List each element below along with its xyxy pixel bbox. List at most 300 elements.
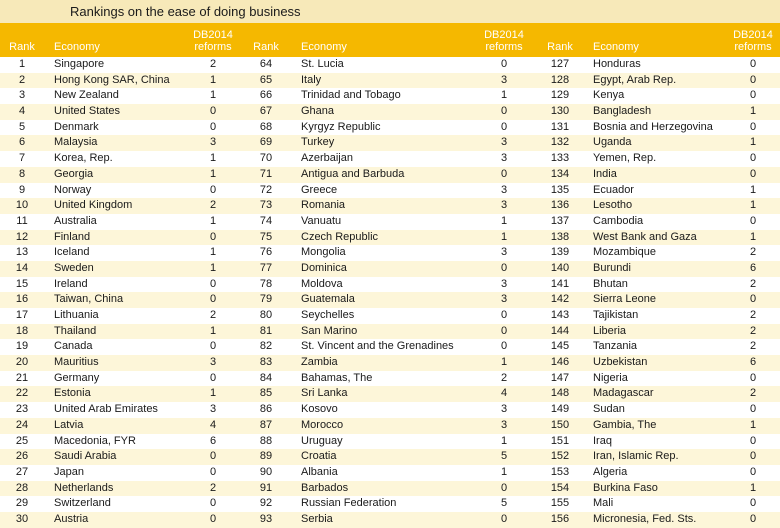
reforms-cell: 2 (749, 387, 757, 400)
rank-cell: 128 (550, 73, 570, 86)
economy-cell: Uzbekistan (593, 356, 648, 369)
reforms-cell: 1 (500, 434, 508, 447)
reforms-cell: 1 (209, 324, 217, 337)
table-row (246, 496, 536, 512)
column-header-band (246, 23, 536, 57)
rank-cell: 149 (550, 403, 570, 416)
reforms-cell: 0 (749, 152, 757, 165)
economy-cell: Macedonia, FYR (54, 434, 136, 447)
reforms-cell: 0 (500, 120, 508, 133)
reforms-cell: 3 (500, 246, 508, 259)
reforms-cell: 3 (500, 183, 508, 196)
economy-cell: Georgia (54, 167, 94, 180)
reforms-cell: 6 (749, 261, 757, 274)
table-row (246, 73, 536, 89)
reforms-cell: 0 (749, 120, 757, 133)
table-row (0, 324, 246, 340)
reforms-cell: 3 (209, 403, 217, 416)
rank-cell: 78 (259, 277, 273, 290)
table-row (536, 120, 780, 136)
reforms-cell: 0 (500, 481, 508, 494)
economy-cell: Finland (54, 230, 91, 243)
table-row (246, 512, 536, 528)
table-row (0, 386, 246, 402)
reforms-cell: 6 (209, 434, 217, 447)
table-row (536, 245, 780, 261)
table-row (246, 88, 536, 104)
economy-cell: New Zealand (54, 89, 119, 102)
table-row (246, 214, 536, 230)
rank-cell: 25 (15, 434, 29, 447)
table-row (0, 120, 246, 136)
table-row (536, 386, 780, 402)
reforms-cell: 0 (209, 183, 217, 196)
table-row (536, 371, 780, 387)
table-row (246, 261, 536, 277)
table-row (536, 308, 780, 324)
table-row (0, 481, 246, 497)
table-row (536, 135, 780, 151)
rank-cell: 83 (259, 356, 273, 369)
table-row (536, 324, 780, 340)
economy-cell: Nigeria (593, 371, 628, 384)
table-row (536, 73, 780, 89)
rank-cell: 136 (550, 199, 570, 212)
economy-cell: Kyrgyz Republic (301, 120, 381, 133)
rank-cell: 28 (15, 481, 29, 494)
rank-cell: 72 (259, 183, 273, 196)
rank-cell: 93 (259, 512, 273, 525)
reforms-cell: 2 (749, 309, 757, 321)
table-row (536, 104, 780, 120)
table-row (246, 151, 536, 167)
rank-cell: 66 (259, 89, 273, 102)
table-row (246, 245, 536, 261)
table-row (0, 465, 246, 481)
economy-cell: Gambia, The (593, 418, 657, 431)
reforms-cell: 0 (500, 58, 508, 70)
economy-cell: St. Vincent and the Grenadines (301, 340, 454, 353)
rank-cell: 85 (259, 387, 273, 400)
table-row (0, 277, 246, 293)
economy-cell: Uganda (593, 136, 632, 149)
table-row (536, 355, 780, 371)
rank-cell: 139 (550, 246, 570, 259)
reforms-cell: 1 (749, 230, 757, 243)
economy-cell: Cambodia (593, 214, 644, 227)
economy-cell: Ghana (301, 105, 335, 118)
rank-header: Rank (9, 41, 35, 53)
rank-cell: 68 (259, 120, 273, 133)
economy-cell: Estonia (54, 387, 91, 400)
reforms-cell: 0 (209, 105, 217, 118)
column-header-band (536, 23, 780, 57)
reforms-cell: 6 (749, 356, 757, 369)
economy-cell: Korea, Rep. (54, 152, 113, 165)
rank-cell: 11 (16, 214, 28, 227)
table-row (246, 104, 536, 120)
economy-header: Economy (301, 41, 347, 53)
reforms-cell: 3 (500, 136, 508, 149)
economy-cell: Barbados (301, 481, 349, 494)
rank-cell: 81 (259, 324, 273, 337)
rank-cell: 16 (15, 293, 29, 306)
reforms-cell: 3 (500, 293, 508, 306)
economy-cell: Yemen, Rep. (593, 152, 657, 165)
table-row (536, 481, 780, 497)
economy-cell: Dominica (301, 261, 347, 274)
rank-cell: 70 (259, 152, 273, 165)
economy-cell: Canada (54, 340, 93, 353)
table-row (0, 183, 246, 199)
row-list (536, 57, 780, 528)
economy-cell: Ireland (54, 277, 88, 290)
rank-cell: 12 (15, 230, 29, 243)
reforms-cell: 3 (209, 356, 217, 369)
rank-cell: 138 (550, 230, 570, 243)
table-row (0, 135, 246, 151)
rank-cell: 91 (259, 481, 273, 494)
economy-cell: Antigua and Barbuda (301, 167, 405, 180)
reforms-cell: 0 (209, 512, 217, 525)
table-row (246, 355, 536, 371)
table-row (536, 261, 780, 277)
ranking-block-2 (246, 23, 536, 526)
reforms-cell: 1 (209, 152, 217, 165)
table-row (536, 214, 780, 230)
reforms-cell: 0 (209, 230, 217, 243)
rank-cell: 20 (15, 356, 29, 369)
table-row (536, 292, 780, 308)
rank-cell: 140 (550, 261, 570, 274)
reforms-cell: 0 (749, 434, 757, 447)
reforms-header: DB2014 reforms (193, 29, 233, 53)
rank-cell: 152 (550, 450, 570, 463)
table-row (0, 512, 246, 528)
rank-cell: 151 (550, 434, 570, 447)
economy-cell: Romania (301, 199, 346, 212)
rank-cell: 24 (15, 418, 29, 431)
rank-cell: 137 (550, 214, 570, 227)
economy-cell: Saudi Arabia (54, 450, 117, 463)
table-row (246, 277, 536, 293)
rank-cell: 29 (15, 497, 29, 510)
reforms-cell: 0 (749, 403, 757, 416)
economy-cell: Guatemala (301, 293, 355, 306)
economy-cell: Sweden (54, 261, 94, 274)
reforms-cell: 0 (749, 73, 757, 86)
reforms-cell: 2 (749, 246, 757, 259)
economy-cell: Tanzania (593, 340, 638, 353)
economy-cell: Sierra Leone (593, 293, 656, 306)
economy-cell: Vanuatu (301, 214, 342, 227)
table-row (0, 339, 246, 355)
table-row (0, 151, 246, 167)
economy-cell: San Marino (301, 324, 358, 337)
rank-cell: 142 (550, 293, 570, 306)
rank-cell: 2 (18, 73, 26, 86)
economy-header: Economy (593, 41, 639, 53)
rank-header: Rank (253, 41, 279, 53)
rank-cell: 71 (259, 167, 273, 180)
economy-cell: Kenya (593, 89, 625, 102)
reforms-header: DB2014 reforms (733, 29, 773, 53)
table-row (536, 183, 780, 199)
economy-cell: Lesotho (593, 199, 633, 212)
rank-cell: 73 (259, 199, 273, 212)
table-row (246, 308, 536, 324)
economy-cell: Latvia (54, 418, 84, 431)
reforms-cell: 3 (500, 199, 508, 212)
economy-cell: Denmark (54, 120, 99, 133)
column-header-band (0, 23, 246, 57)
table-row (246, 371, 536, 387)
rank-cell: 10 (15, 199, 29, 212)
economy-cell: Burundi (593, 261, 631, 274)
table-row (536, 434, 780, 450)
economy-cell: Netherlands (54, 481, 114, 494)
reforms-cell: 3 (500, 152, 508, 165)
rank-cell: 156 (550, 512, 570, 525)
table-row (0, 292, 246, 308)
economy-cell: Bosnia and Herzegovina (593, 120, 713, 133)
reforms-cell: 3 (209, 136, 217, 149)
economy-cell: Italy (301, 73, 322, 86)
economy-cell: Thailand (54, 324, 97, 337)
rank-cell: 74 (259, 214, 273, 227)
rank-cell: 88 (259, 434, 273, 447)
economy-cell: Mozambique (593, 246, 656, 259)
economy-cell: Burkina Faso (593, 481, 658, 494)
reforms-cell: 0 (500, 261, 508, 274)
rank-cell: 26 (15, 450, 29, 463)
economy-cell: Albania (301, 465, 338, 478)
table-row (246, 339, 536, 355)
table-row (536, 339, 780, 355)
economy-cell: Singapore (54, 58, 105, 70)
reforms-header: DB2014 reforms (484, 29, 524, 53)
economy-cell: Seychelles (301, 309, 355, 321)
economy-cell: Uruguay (301, 434, 343, 447)
table-row (246, 434, 536, 450)
economy-cell: Azerbaijan (301, 152, 353, 165)
rank-cell: 65 (259, 73, 273, 86)
economy-cell: United Kingdom (54, 199, 133, 212)
rank-cell: 17 (15, 309, 29, 321)
economy-cell: Moldova (301, 277, 343, 290)
rank-cell: 154 (550, 481, 570, 494)
rank-cell: 30 (15, 512, 29, 525)
reforms-cell: 0 (500, 167, 508, 180)
rank-cell: 127 (550, 58, 570, 70)
table-row (0, 449, 246, 465)
economy-cell: Malaysia (54, 136, 98, 149)
economy-cell: Lithuania (54, 309, 99, 321)
reforms-cell: 0 (749, 214, 757, 227)
reforms-cell: 5 (500, 497, 508, 510)
economy-cell: Bangladesh (593, 105, 652, 118)
rank-cell: 131 (550, 120, 570, 133)
reforms-cell: 0 (500, 105, 508, 118)
reforms-cell: 3 (500, 73, 508, 86)
reforms-cell: 0 (749, 167, 757, 180)
table-row (246, 324, 536, 340)
table-row (246, 230, 536, 246)
rank-cell: 19 (15, 340, 29, 353)
rank-cell: 75 (259, 230, 273, 243)
rank-cell: 148 (550, 387, 570, 400)
table-row (246, 449, 536, 465)
table-row (0, 88, 246, 104)
reforms-cell: 0 (749, 450, 757, 463)
economy-cell: Russian Federation (301, 497, 397, 510)
economy-cell: Sudan (593, 403, 625, 416)
rank-cell: 84 (259, 371, 273, 384)
rank-cell: 4 (18, 105, 26, 118)
table-row (246, 57, 536, 73)
rank-cell: 150 (550, 418, 570, 431)
table-row (536, 418, 780, 434)
economy-cell: Ecuador (593, 183, 634, 196)
economy-cell: Iraq (593, 434, 612, 447)
table-row (0, 355, 246, 371)
table-row (246, 481, 536, 497)
rank-cell: 15 (15, 277, 29, 290)
rank-cell: 13 (15, 246, 29, 259)
table-row (536, 230, 780, 246)
reforms-cell: 0 (209, 497, 217, 510)
economy-cell: Zambia (301, 356, 338, 369)
table-row (246, 465, 536, 481)
ranking-block-1 (0, 23, 246, 526)
reforms-cell: 1 (749, 199, 757, 212)
rank-cell: 27 (15, 465, 29, 478)
rank-cell: 129 (550, 89, 570, 102)
rank-cell: 6 (18, 136, 26, 149)
ranking-block-3 (536, 23, 780, 526)
table-row (536, 57, 780, 73)
reforms-cell: 0 (749, 497, 757, 510)
table-row (246, 386, 536, 402)
reforms-cell: 0 (209, 465, 217, 478)
rank-cell: 141 (550, 277, 570, 290)
reforms-cell: 0 (209, 277, 217, 290)
rank-cell: 87 (259, 418, 273, 431)
table-row (536, 512, 780, 528)
table-row (0, 434, 246, 450)
table-row (246, 120, 536, 136)
title-bar (0, 0, 780, 23)
economy-cell: West Bank and Gaza (593, 230, 697, 243)
economy-cell: Norway (54, 183, 92, 196)
reforms-cell: 2 (209, 199, 217, 212)
economy-cell: Mongolia (301, 246, 346, 259)
rank-cell: 153 (550, 465, 570, 478)
rank-cell: 80 (259, 309, 273, 321)
reforms-cell: 0 (209, 293, 217, 306)
economy-cell: Algeria (593, 465, 628, 478)
rank-cell: 92 (259, 497, 273, 510)
rank-cell: 18 (15, 324, 29, 337)
reforms-cell: 1 (749, 481, 757, 494)
reforms-cell: 1 (500, 465, 508, 478)
table-row (536, 496, 780, 512)
reforms-cell: 0 (500, 309, 508, 321)
rank-cell: 133 (550, 152, 570, 165)
economy-cell: Iran, Islamic Rep. (593, 450, 679, 463)
reforms-cell: 0 (749, 89, 757, 102)
rank-cell: 14 (15, 261, 29, 274)
economy-cell: Germany (54, 371, 100, 384)
rank-cell: 146 (550, 356, 570, 369)
reforms-cell: 2 (209, 309, 217, 321)
table-row (536, 465, 780, 481)
reforms-cell: 2 (749, 340, 757, 353)
rank-cell: 89 (259, 450, 273, 463)
rank-cell: 86 (259, 403, 273, 416)
rank-cell: 5 (18, 120, 26, 133)
table-row (246, 418, 536, 434)
reforms-cell: 0 (749, 512, 757, 525)
table-row (246, 292, 536, 308)
reforms-cell: 2 (749, 324, 757, 337)
reforms-cell: 3 (500, 403, 508, 416)
rank-cell: 23 (15, 403, 29, 416)
rank-cell: 9 (18, 183, 26, 196)
rank-cell: 67 (259, 105, 273, 118)
reforms-cell: 4 (209, 418, 217, 431)
rank-cell: 7 (18, 152, 26, 165)
table-title: Rankings on the ease of doing business (70, 4, 301, 19)
reforms-cell: 0 (749, 58, 757, 70)
economy-cell: Austria (54, 512, 89, 525)
table-row (0, 73, 246, 89)
table-row (0, 230, 246, 246)
economy-cell: Trinidad and Tobago (301, 89, 401, 102)
reforms-cell: 1 (209, 89, 217, 102)
economy-cell: Mauritius (54, 356, 99, 369)
economy-cell: Madagascar (593, 387, 654, 400)
rank-cell: 145 (550, 340, 570, 353)
economy-cell: St. Lucia (301, 58, 344, 70)
reforms-cell: 1 (500, 356, 508, 369)
table-row (0, 402, 246, 418)
reforms-cell: 0 (749, 371, 757, 384)
economy-cell: Tajikistan (593, 309, 639, 321)
reforms-cell: 2 (500, 371, 508, 384)
economy-cell: Egypt, Arab Rep. (593, 73, 677, 86)
reforms-cell: 1 (500, 214, 508, 227)
reforms-cell: 1 (209, 73, 217, 86)
table-row (246, 135, 536, 151)
table-row (0, 198, 246, 214)
reforms-cell: 1 (209, 261, 217, 274)
table-row (246, 167, 536, 183)
economy-cell: United Arab Emirates (54, 403, 158, 416)
reforms-cell: 3 (500, 418, 508, 431)
rank-cell: 90 (259, 465, 273, 478)
economy-cell: Iceland (54, 246, 90, 259)
rank-cell: 135 (550, 183, 570, 196)
economy-cell: India (593, 167, 617, 180)
economy-cell: Taiwan, China (54, 293, 124, 306)
rank-cell: 134 (550, 167, 570, 180)
reforms-cell: 1 (500, 89, 508, 102)
reforms-cell: 3 (500, 277, 508, 290)
economy-cell: Honduras (593, 58, 641, 70)
rank-cell: 69 (259, 136, 273, 149)
table-row (536, 198, 780, 214)
